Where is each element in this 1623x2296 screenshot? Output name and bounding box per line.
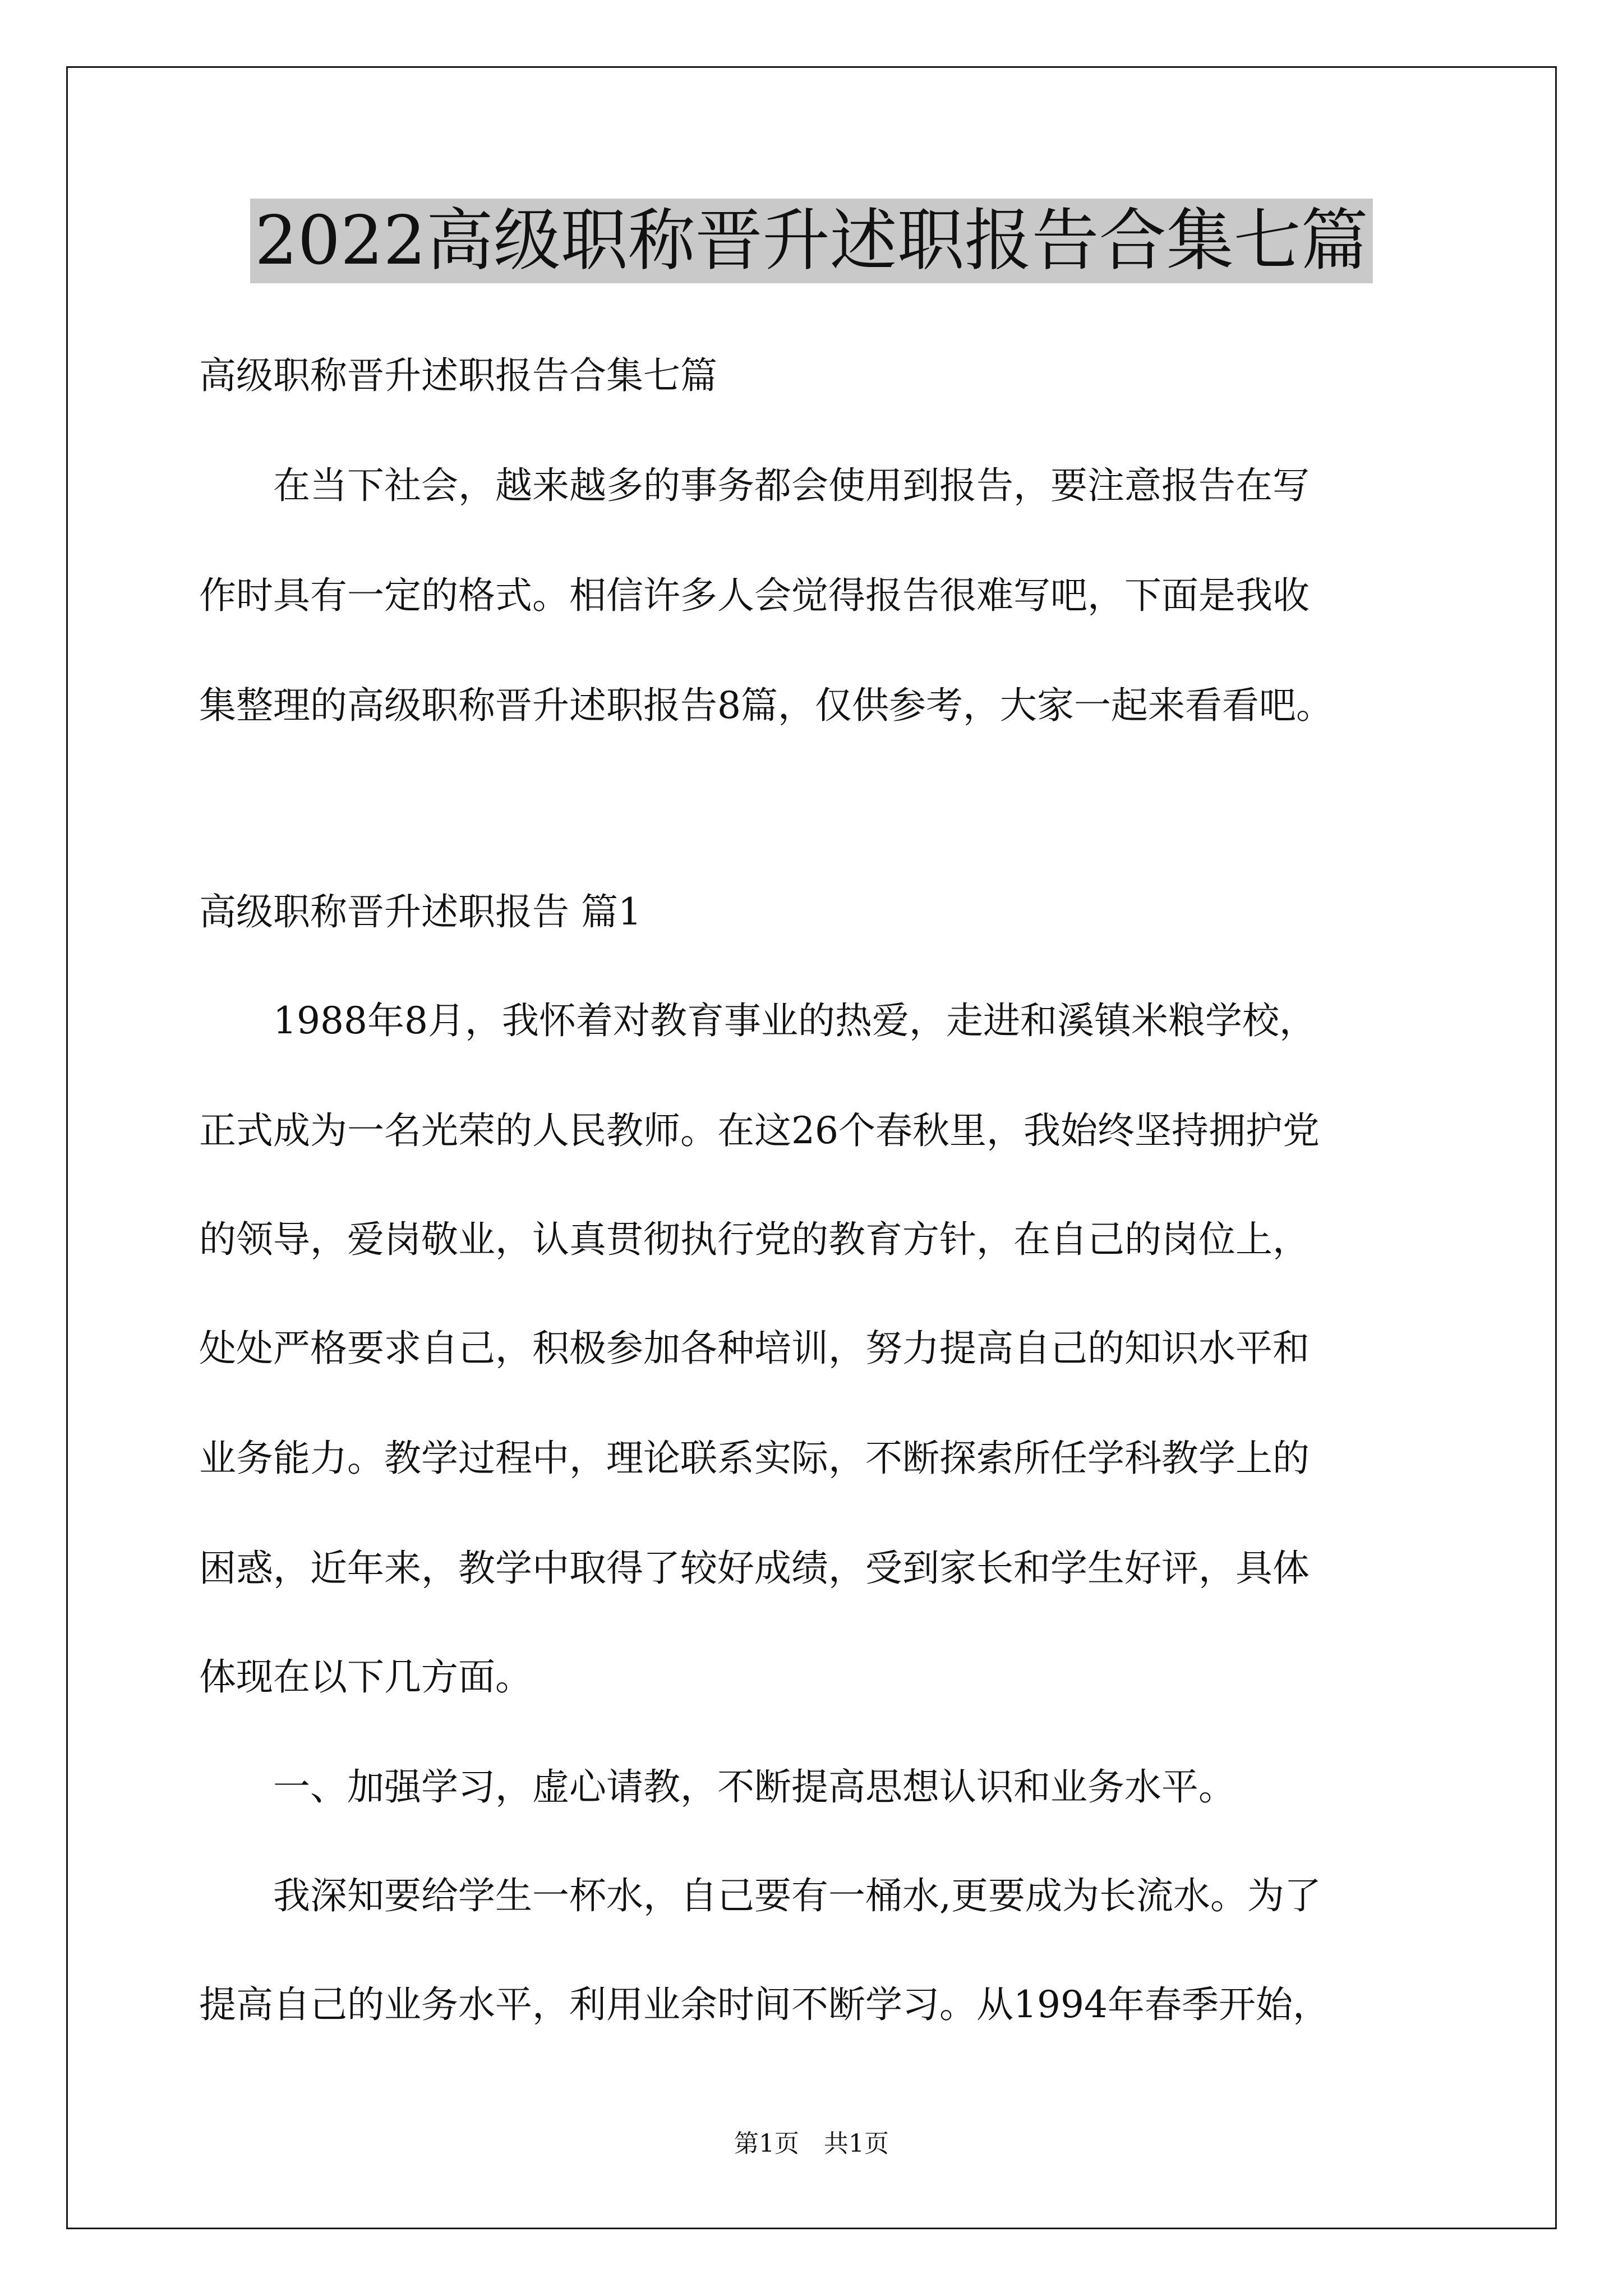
body-line: 正式成为一名光荣的人民教师。在这26个春秋里，我始终坚持拥护党	[199, 1109, 1320, 1152]
body-line: 体现在以下几方面。	[199, 1655, 532, 1699]
body-line: 一、加强学习，虚心请教，不断提高思想认识和业务水平。	[199, 1765, 1235, 1809]
body-line: 困惑，近年来，教学中取得了较好成绩，受到家长和学生好评，具体	[199, 1547, 1310, 1590]
body-line: 提高自己的业务水平，利用业余时间不断学习。从1994年春季开始，	[199, 1983, 1330, 2026]
subtitle-line: 高级职称晋升述职报告合集七篇	[199, 354, 717, 397]
body-line: 处处严格要求自己，积极参加各种培训，努力提高自己的知识水平和	[199, 1327, 1310, 1370]
body-line: 1988年8月，我怀着对教育事业的热爱，走进和溪镇米粮学校，	[199, 999, 1316, 1042]
body-line: 在当下社会，越来越多的事务都会使用到报告，要注意报告在写	[199, 464, 1310, 507]
body-line: 集整理的高级职称晋升述职报告8篇，仅供参考，大家一起来看看吧。	[199, 684, 1333, 727]
body-line: 我深知要给学生一杯水，自己要有一桶水,更要成为长流水。为了	[199, 1874, 1321, 1917]
body-line: 作时具有一定的格式。相信许多人会觉得报告很难写吧，下面是我收	[199, 574, 1310, 617]
section-heading: 高级职称晋升述职报告 篇1	[199, 890, 642, 933]
document-title-text: 2022高级职称晋升述职报告合集七篇	[250, 199, 1372, 283]
body-line: 业务能力。教学过程中，理论联系实际，不断探索所任学科教学上的	[199, 1437, 1310, 1480]
document-title	[0, 199, 1623, 283]
body-line: 的领导，爱岗敬业，认真贯彻执行党的教育方针，在自己的岗位上，	[199, 1218, 1310, 1261]
page-footer: 第1页 共1页	[734, 2129, 889, 2158]
